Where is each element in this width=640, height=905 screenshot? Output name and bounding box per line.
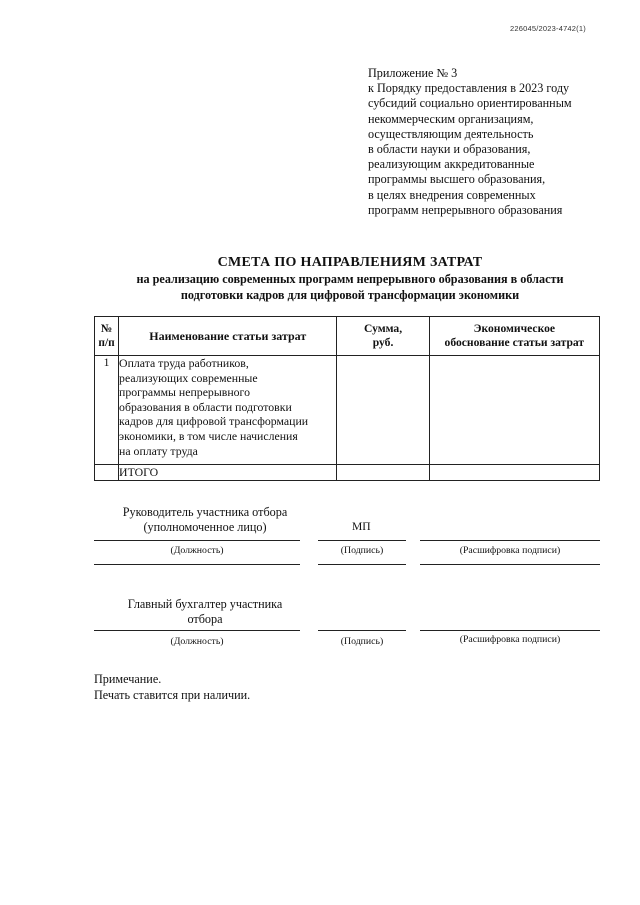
head-signature-line[interactable] (318, 540, 406, 541)
accountant-signature-label (100, 597, 310, 627)
row-name-line: Оплата труда работников, (119, 356, 249, 370)
head-signature-underline (318, 564, 406, 565)
table-row (95, 356, 600, 465)
head-signature-caption: (Подпись) (340, 545, 384, 556)
accountant-decoding-line[interactable] (420, 630, 600, 631)
head-position-line[interactable] (94, 540, 300, 541)
appendix-line: Приложение № 3 (368, 66, 458, 80)
row-amount-cell[interactable] (337, 356, 429, 465)
header-cost-item-name: Наименование статьи затрат (119, 317, 337, 356)
header-amount (337, 317, 429, 356)
header-basis-line1: Экономическое (473, 322, 556, 335)
appendix-line: некоммерческим организациям, (368, 111, 534, 126)
accountant-label-line2: отбора (187, 612, 223, 626)
table-total-row (95, 465, 600, 481)
head-signature-label (100, 505, 310, 535)
header-amount-line1: Сумма, (363, 322, 403, 335)
total-justification-cell[interactable] (429, 465, 599, 481)
row-name-line: на оплату труда (119, 443, 198, 458)
header-number (95, 317, 119, 356)
appendix-line: осуществляющим деятельность (368, 126, 534, 141)
table-header-row (95, 317, 600, 356)
head-decoding-caption: (Расшифровка подписи) (459, 545, 561, 556)
title-subtitle-line2: подготовки кадров для цифровой трансформации экономики (180, 288, 520, 302)
row-name-line: образования в области подготовки (119, 399, 292, 414)
footnote-text: Печать ставится при наличии. (94, 688, 251, 702)
stamp-placeholder: МП (352, 520, 371, 533)
header-basis-line2: обоснование статьи затрат (444, 336, 585, 349)
accountant-position-line[interactable] (94, 630, 300, 631)
header-economic-justification (429, 317, 599, 356)
appendix-header (368, 66, 628, 218)
accountant-signature-caption: (Подпись) (340, 636, 384, 647)
appendix-line: к Порядку предоставления в 2023 году (368, 81, 570, 96)
row-name-line: программы непрерывного (119, 385, 250, 400)
total-number-cell (95, 465, 119, 481)
row-name-line: экономики, в том числе начисления (119, 428, 298, 443)
row-justification-cell[interactable] (429, 356, 599, 465)
head-position-caption: (Должность) (170, 545, 224, 556)
accountant-position-caption: (Должность) (170, 636, 224, 647)
footnote-title: Примечание. (94, 672, 162, 686)
title-main: СМЕТА ПО НАПРАВЛЕНИЯМ ЗАТРАТ (217, 255, 483, 270)
row-number: 1 (95, 356, 119, 465)
accountant-signature-line[interactable] (318, 630, 406, 631)
accountant-decoding-caption: (Расшифровка подписи) (459, 634, 561, 645)
appendix-line: программы высшего образования, (368, 172, 546, 187)
cost-estimate-table (94, 316, 600, 481)
accountant-label-line1: Главный бухгалтер участника (127, 597, 283, 611)
head-position-underline (94, 564, 300, 565)
appendix-line: реализующим аккредитованные (368, 157, 535, 172)
head-decoding-line[interactable] (420, 540, 600, 541)
title-subtitle-line1: на реализацию современных программ непрерывного образования в области (136, 272, 564, 286)
total-amount-cell[interactable] (337, 465, 429, 481)
head-decoding-underline (420, 564, 600, 565)
document-title (100, 255, 600, 303)
total-label: ИТОГО (119, 465, 337, 481)
row-name-line: реализующих современные (119, 370, 258, 385)
appendix-line: программ непрерывного образования (368, 202, 563, 217)
document-registration-number: 226045/2023-4742(1) (510, 24, 586, 33)
header-number-line2: п/п (98, 337, 115, 349)
footnote (94, 671, 250, 703)
head-label-line1: Руководитель участника отбора (122, 505, 288, 519)
appendix-line: в области науки и образования, (368, 142, 531, 157)
appendix-line: в целях внедрения современных (368, 187, 536, 202)
row-cost-item-name (119, 356, 337, 465)
appendix-line: субсидий социально ориентированным (368, 96, 572, 111)
row-name-line: кадров для цифровой трансформации (119, 414, 309, 429)
header-amount-line2: руб. (372, 336, 394, 349)
header-number-line1: № (100, 323, 113, 335)
head-label-line2: (уполномоченное лицо) (143, 520, 267, 534)
